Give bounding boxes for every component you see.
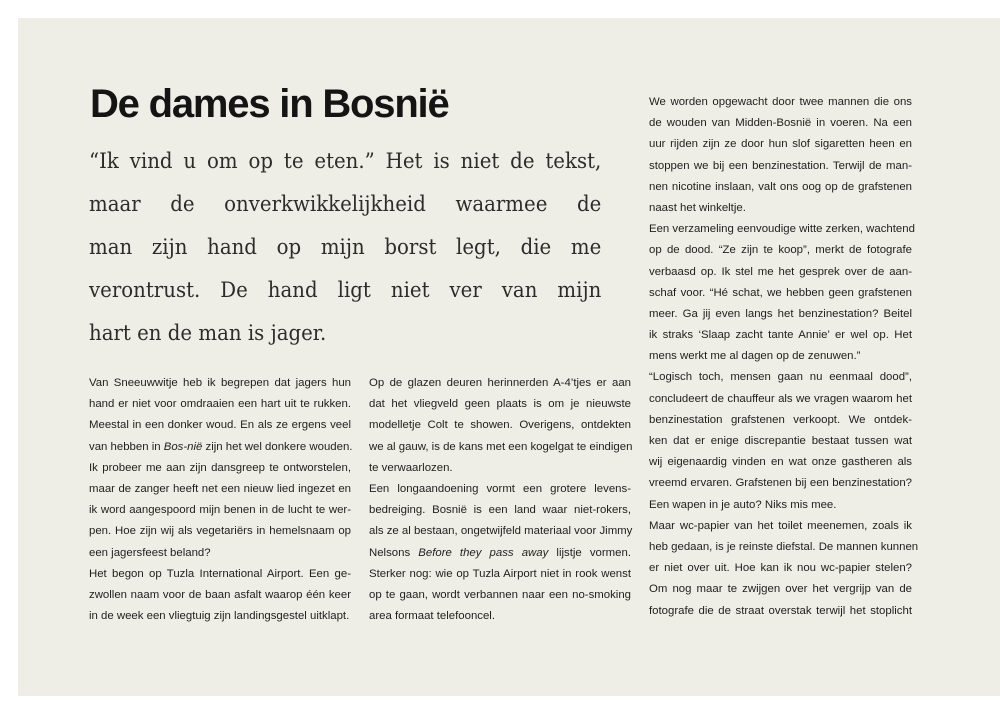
body-line: Van Sneeuwwitje heb ik begrepen dat jagers hun: [89, 377, 351, 389]
body-line: maar de zanger heeft net een nieuw lied ingezet en: [89, 482, 351, 495]
body-line: [369, 543, 631, 564]
body-line: mens werkt me al dagen op de zenuwen.”: [649, 350, 861, 363]
body-line: er niet over uit. Hoe kan ik nou wc-papier stelen?: [649, 562, 912, 575]
body-line: verbaasd op. Ik stel me het gesprek over de aan-: [649, 265, 912, 278]
body-line: We worden opgewacht door twee mannen die ons: [649, 96, 912, 108]
body-text: van hebben in: [89, 440, 164, 453]
body-line: meer. Ga jij even langs het benzinestation? Beitel: [649, 307, 912, 320]
body-line: op de dood. “Ze zijn te koop”, merkt de fotografe: [649, 244, 912, 257]
body-line: ken dat er enige discrepantie bestaat tussen wat: [649, 435, 912, 447]
italic-term: Bos-nië: [163, 440, 203, 453]
body-line: te verwaarlozen.: [369, 461, 453, 474]
article-title: De dames in Bosnië: [90, 82, 449, 126]
body-line: stoppen we bij een benzinestation. Terwijl de man-: [649, 159, 912, 172]
body-line: in de week een vliegtuig zijn landingsgestel uitklapt.: [89, 610, 350, 623]
body-line: concludeert de chauffeur als we vragen waarom het: [649, 392, 912, 405]
lead-line: hart en de man is jager.: [89, 321, 327, 345]
body-text: lijstje vormen.: [548, 546, 631, 559]
body-line: Op de glazen deuren herinnerden A-4’tjes er aan: [369, 377, 631, 389]
body-line: nen nicotine inslaan, valt ons oog op de grafstenen: [649, 180, 912, 193]
body-line: Maar wc-papier van het toilet meenemen, zoals ik: [649, 519, 912, 532]
body-line: Een verzameling eenvoudige witte zerken, wachtend: [649, 223, 915, 236]
italic-term: Before they pass away: [418, 546, 549, 559]
body-line: Een longaandoening vormt een grotere levens-: [369, 482, 631, 495]
body-text: zijn het wel donkere wouden.: [202, 440, 353, 453]
body-line: schaf voor. “Hé schat, we hebben geen grafstenen: [649, 286, 912, 299]
body-line: dat het vliegveld geen plaats is om je nieuwste: [369, 398, 631, 411]
body-line: “Logisch toch, mensen gaan nu eenmaal dood”,: [649, 371, 912, 384]
body-line: ik word aangespoord mijn benen in de lucht te wer-: [89, 504, 351, 517]
body-line: modelletje Colt te showen. Overigens, ontdekten: [369, 419, 631, 432]
lead-line: “Ik vind u om op te eten.” Het is niet de tekst,: [89, 149, 602, 173]
body-line: hand er niet voor omdraaien een hart uit te rukken.: [89, 398, 351, 411]
body-line: fotografe die de straat overstak terwijl het stoplicht: [649, 604, 912, 617]
body-line: area formaat telefooncel.: [369, 610, 496, 623]
body-column-1: [89, 373, 351, 627]
body-column-3: [649, 92, 919, 622]
body-text: Nelsons: [369, 546, 419, 559]
body-line: Ik probeer me aan zijn dansgreep te ontworstelen,: [89, 461, 351, 474]
body-line: een jagersfeest beland?: [89, 546, 211, 559]
lead-line: maar de onverkwikkelijkheid waarmee de: [89, 192, 602, 216]
body-line: zwollen naam voor de baan asfalt waarop één keer: [89, 588, 351, 601]
lead-line: man zijn hand op mijn borst legt, die me: [89, 235, 602, 259]
body-line: Een wapen in je auto? Niks mis mee.: [649, 498, 837, 511]
body-line: wij eigenaardig vinden en wat onze gastheren als: [649, 456, 912, 469]
body-line: benzinestation grafstenen verkoopt. We ontdek-: [649, 413, 912, 426]
body-line: Meestal in een donker woud. En als ze ergens veel: [89, 419, 351, 432]
body-line: ik straks ‘Slaap zacht tante Annie’ er wel op. Het: [649, 329, 912, 342]
body-line: Sterker nog: wie op Tuzla Airport niet in rook wenst: [369, 567, 631, 580]
body-line: Het begon op Tuzla International Airport. Een ge-: [89, 567, 351, 580]
body-line: de wouden van Midden-Bosnië in voeren. Na een: [649, 117, 912, 130]
body-line: bedreiging. Bosnië is een land waar niet-rokers,: [369, 504, 631, 517]
body-line: pen. Hoe zijn wij als vegetariërs in hemelsnaam op: [89, 525, 351, 538]
body-line: Om nog maar te zwijgen over het vergrijp van de: [649, 583, 912, 596]
body-line: als ze al bestaan, ongetwijfeld materiaal voor Jimmy: [369, 525, 633, 538]
body-column-2: [369, 373, 631, 627]
body-line: naast het winkeltje.: [649, 201, 746, 214]
body-line: [89, 437, 351, 458]
body-line: op te gaan, wordt verbannen naar een no-smoking: [369, 588, 631, 601]
body-line: we al gauw, is de kans met een kogelgat te eindigen: [369, 440, 633, 453]
lead-line: verontrust. De hand ligt niet ver van mijn: [89, 278, 602, 302]
magazine-page: [18, 18, 1000, 696]
lead-paragraph: [89, 140, 634, 355]
body-line: heb gedaan, is je reinste diefstal. De mannen kunnen: [649, 540, 919, 553]
body-line: vreemd ervaren. Grafstenen bij een benzinestation?: [649, 477, 912, 490]
body-line: uur rijden zijn ze door hun slof sigaretten heen en: [649, 138, 912, 151]
